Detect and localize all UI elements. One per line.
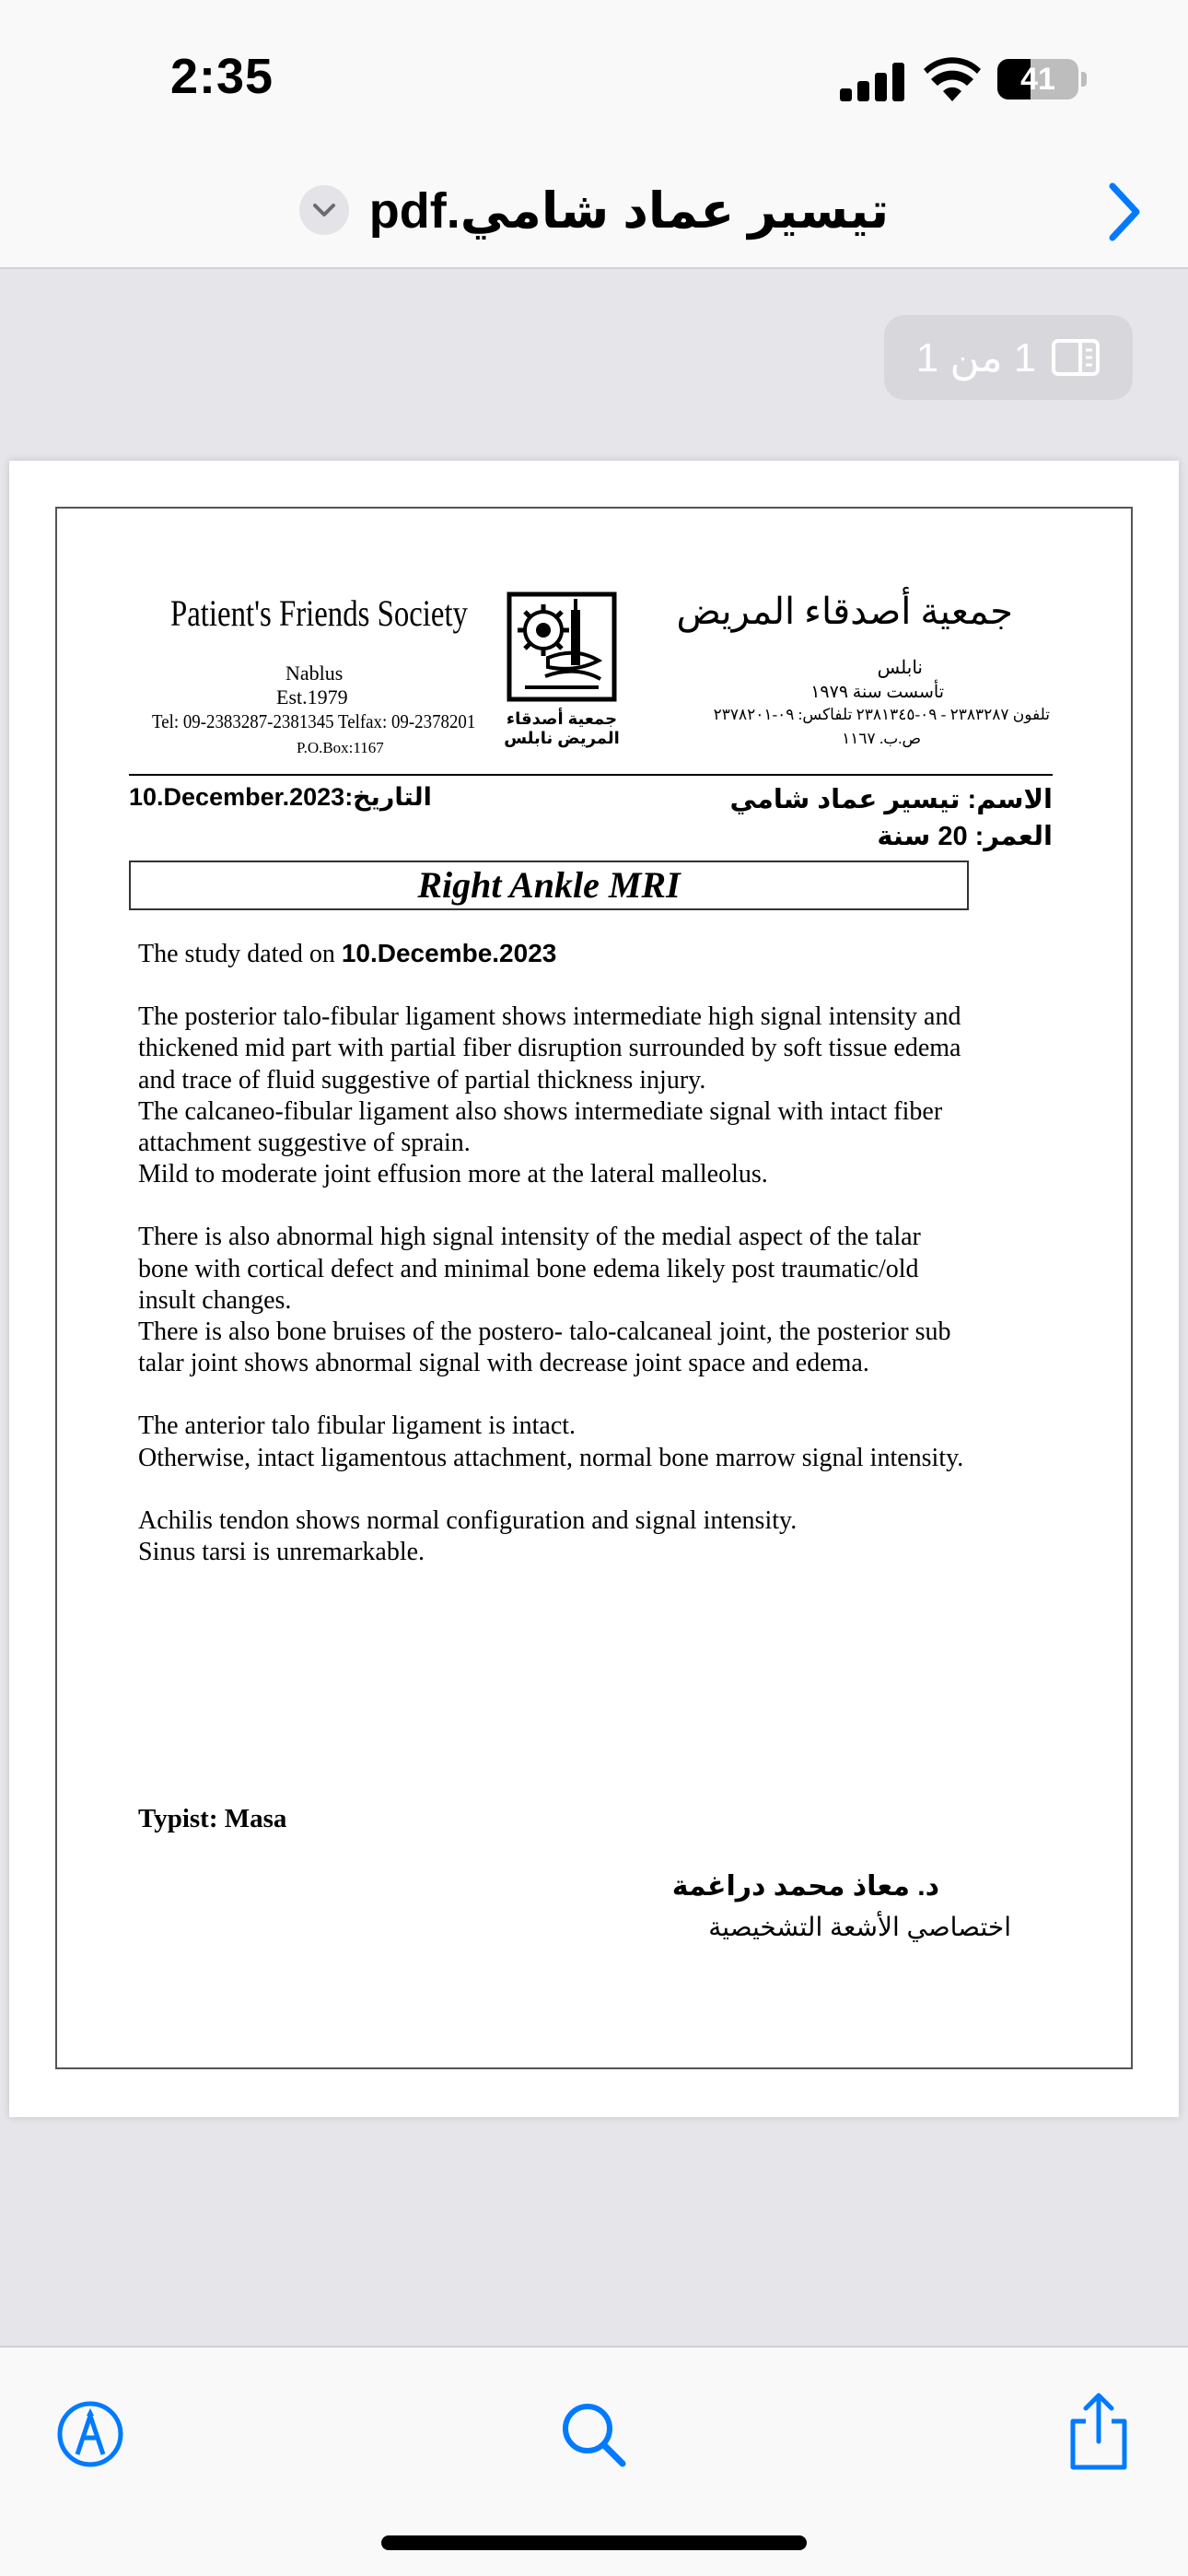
pdf-page[interactable]: [9, 461, 1179, 2117]
society-pobox-en: P.O.Box:1167: [297, 739, 384, 756]
nav-bar: [0, 157, 1188, 269]
report-paragraph: Achilis tendon shows normal configuration and signal intensity.: [138, 1505, 798, 1535]
battery-icon: [997, 59, 1078, 100]
society-pobox-ar: ص.ب. ١١٦٧: [842, 730, 921, 747]
document-title-menu[interactable]: [0, 173, 1188, 247]
society-tel-en: Tel: 09-2383287-2381345 Telfax: 09-2378201: [152, 710, 476, 732]
doctor-name: د. معاذ محمد دراغمة: [671, 1871, 939, 1902]
search-icon[interactable]: [558, 2399, 628, 2469]
patient-name: الاسم: تيسير عماد شامي: [729, 785, 1053, 814]
report-paragraph: The calcaneo-fibular ligament also shows intermediate signal with intact fiber attachment suggestive of sprain.: [138, 1096, 943, 1158]
wifi-icon: [924, 57, 981, 103]
study-line: [138, 938, 967, 970]
society-name-ar: جمعية أصدقاء المريض: [676, 591, 1013, 632]
doctor-title: اختصاصي الأشعة التشخيصية: [708, 1913, 1011, 1941]
document-title[interactable]: تيسير عماد شامي.pdf: [368, 182, 890, 239]
status-bar: [0, 0, 1188, 157]
report-paragraph: There is also abnormal high signal intensity of the medial aspect of the talar bone with cortical defect and minimal bone edema likely post traumatic/old insult changes.: [138, 1223, 921, 1315]
page-indicator[interactable]: [884, 315, 1133, 400]
report-paragraph: Sinus tarsi is unremarkable.: [138, 1538, 425, 1567]
share-icon[interactable]: [1064, 2392, 1134, 2471]
report-paragraph: Otherwise, intact ligamentous attachment, normal bone marrow signal intensity.: [138, 1443, 964, 1472]
study-prefix: The study dated on: [138, 940, 342, 968]
chevron-right-icon[interactable]: [1100, 177, 1151, 247]
header-divider: [129, 774, 1053, 776]
society-tel-ar: تلفون ٢٣٨٣٢٨٧ - ٠٩-٢٣٨١٣٤٥ تلفاكس: ٠٩-٢٣٧٨٢٠١: [713, 706, 1050, 723]
battery-level: 41: [1020, 62, 1055, 97]
page-indicator-text: 1 من 1: [915, 334, 1037, 381]
report-paragraph: Mild to moderate joint effusion more at the lateral malleolus.: [138, 1160, 768, 1189]
report-paragraph: There is also bone bruises of the postero- talo-calcaneal joint, the posterior sub talar joint shows abnormal signal with decrease joint space and edema.: [138, 1317, 951, 1378]
report-title: Right Ankle MRI: [417, 864, 681, 906]
status-time: 2:35: [170, 49, 274, 104]
report-paragraph: The posterior talo-fibular ligament shows intermediate high signal intensity and thickened mid part with partial fiber disruption surrounded by soft tissue edema and trace of fluid suggestive of partial thickness injury.: [138, 1002, 961, 1095]
report-paragraph: The anterior talo fibular ligament is intact.: [138, 1411, 577, 1441]
society-city-en: Nablus: [285, 662, 344, 685]
home-indicator[interactable]: [381, 2535, 807, 2550]
cellular-signal-icon: [840, 63, 906, 101]
sidebar-icon: [1051, 338, 1101, 377]
markup-icon[interactable]: [55, 2399, 125, 2469]
patient-age: العمر: 20 سنة: [877, 822, 1053, 851]
typist: Typist: Masa: [138, 1804, 287, 1833]
report-date: [129, 783, 432, 812]
chevron-down-icon[interactable]: [299, 185, 349, 235]
report-body: [138, 938, 967, 1568]
society-est-ar: تأسست سنة ١٩٧٩: [810, 683, 944, 702]
date-label: التاريخ:: [344, 783, 432, 811]
report-title-box: [129, 861, 969, 910]
society-est-en: Est.1979: [276, 685, 348, 708]
society-name-en: Patient's Friends Society: [170, 592, 468, 634]
battery-cap: [1081, 72, 1087, 87]
study-date: 10.Decembe.2023: [341, 939, 557, 967]
society-logo-icon: [507, 591, 617, 702]
date-value: 10.December.2023: [129, 783, 345, 811]
logo-caption: جمعية أصدقاء المريض نابلس: [504, 709, 620, 747]
society-city-ar: نابلس: [877, 658, 923, 678]
